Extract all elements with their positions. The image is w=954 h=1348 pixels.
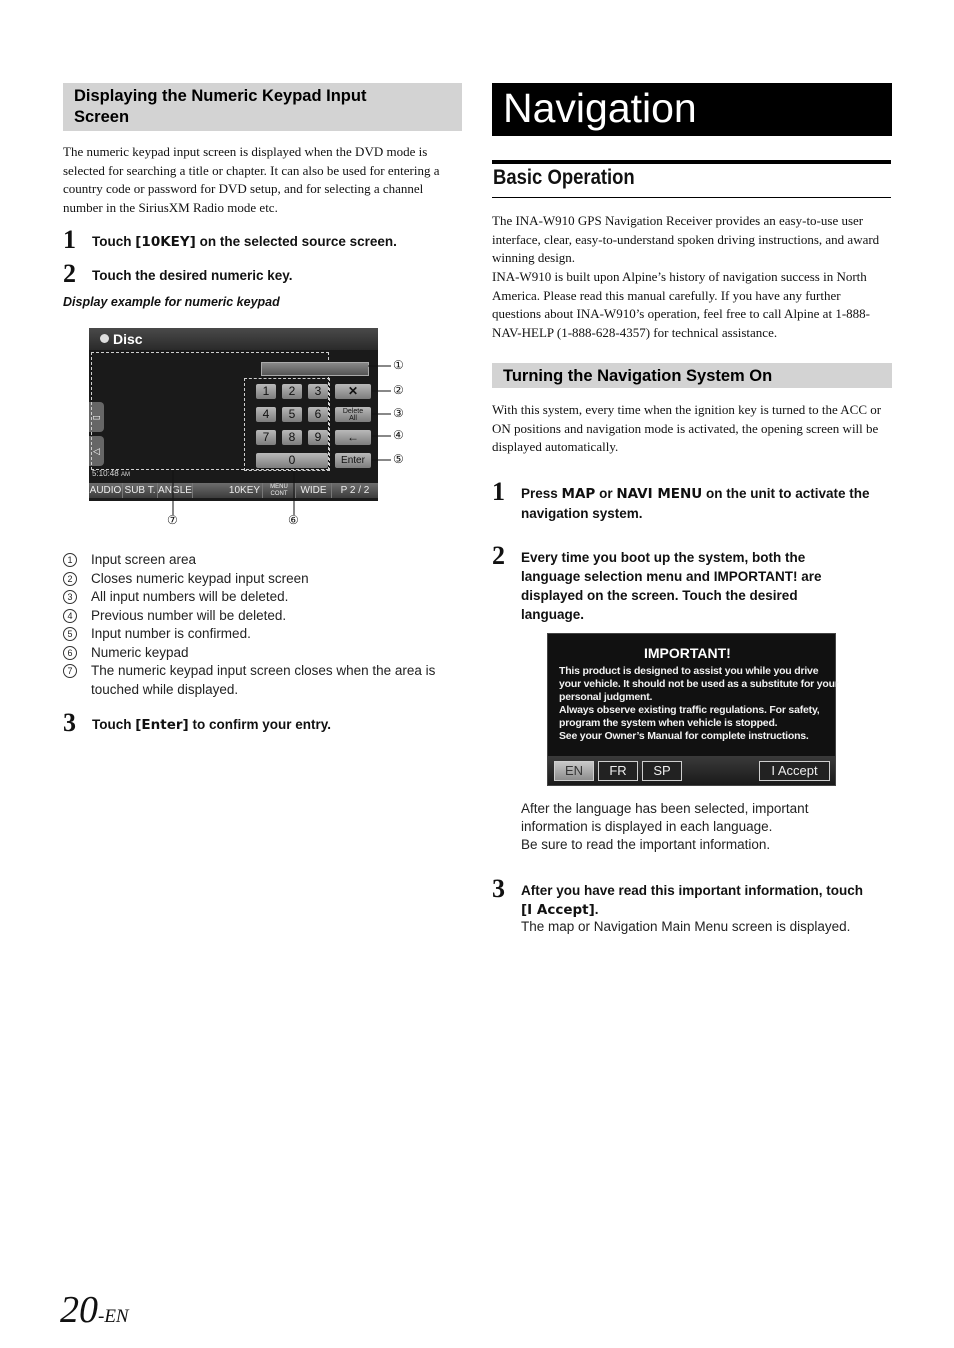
keypad-intro-paragraph: The numeric keypad input screen is displayed when the DVD mode is selected for searching a title or chapter. It can also be used for entering a country code or password for DVD setup, and for selecting a channel number in the SiriusXM Radio mode etc. xyxy=(63,144,440,215)
tab-audio[interactable]: AUDIO xyxy=(89,485,122,496)
step-1-pre: Touch xyxy=(92,234,136,249)
after-language-note: After the language has been selected, important information is displayed in each language. Be sure to read the important information. xyxy=(521,801,809,852)
section-heading-line-2: Screen xyxy=(74,108,130,126)
callout-4: ④ xyxy=(393,428,404,442)
basic-operation-underline xyxy=(492,197,891,198)
language-en-button[interactable]: EN xyxy=(554,761,594,781)
navi-menu-key: NAVI MENU xyxy=(616,486,703,502)
legend-item xyxy=(63,662,462,699)
key-3[interactable]: 3 xyxy=(308,384,328,399)
legend-text: Closes numeric keypad input screen xyxy=(91,570,309,586)
step-3-post: to confirm your entry. xyxy=(188,717,331,732)
nav-step-3-post: . xyxy=(594,902,599,917)
clock-time: 5:10:48 xyxy=(92,469,119,478)
nav-step-1-mid: or xyxy=(595,486,617,501)
nav-step-3-pre: After you have read this important information, touch xyxy=(521,883,864,898)
figure-caption: Display example for numeric keypad xyxy=(63,295,280,309)
nav-step-3-number: 3 xyxy=(492,874,505,903)
legend-text: Previous number will be deleted. xyxy=(91,607,287,623)
legend-item xyxy=(63,588,462,607)
callout-6: ⑥ xyxy=(288,513,299,527)
legend-number: 2 xyxy=(63,572,77,586)
key-1[interactable]: 1 xyxy=(256,384,276,399)
step-2-text: Touch the desired numeric key. xyxy=(92,268,293,283)
tab-menu-cont[interactable]: MENU CONT xyxy=(263,483,296,498)
page-number xyxy=(60,1288,129,1332)
legend-text: The numeric keypad input screen closes when the area is touched while displayed. xyxy=(91,663,436,697)
key-2[interactable]: 2 xyxy=(282,384,302,399)
legend-number: 4 xyxy=(63,609,77,623)
key-7[interactable]: 7 xyxy=(256,430,276,445)
legend-list xyxy=(63,551,462,699)
legend-number: 5 xyxy=(63,627,77,641)
back-arrow-icon: ← xyxy=(347,430,359,444)
i-accept-button[interactable]: I Accept xyxy=(759,761,830,781)
key-0[interactable]: 0 xyxy=(256,453,328,468)
step-1-post: on the selected source screen. xyxy=(195,234,397,249)
step-1-number: 1 xyxy=(63,225,76,254)
enter-button[interactable]: Enter xyxy=(335,453,371,468)
page-number-value: 20 xyxy=(60,1289,98,1331)
legend-number: 7 xyxy=(63,664,77,678)
step-3-number: 3 xyxy=(63,708,76,737)
chapter-title: Navigation xyxy=(503,85,697,131)
chapter-title-bar xyxy=(492,83,892,136)
volume-icon[interactable]: ◁ xyxy=(89,436,104,466)
key-6[interactable]: 6 xyxy=(308,407,328,422)
callout-7: ⑦ xyxy=(167,513,178,527)
callout-1: ① xyxy=(393,358,404,372)
tab-wide[interactable]: WIDE xyxy=(296,483,332,498)
legend-item xyxy=(63,551,462,570)
turning-on-paragraph: With this system, every time when the ignition key is turned to the ACC or ON positions and navigation mode is activated, the opening screen will be displayed automatically. xyxy=(492,402,882,454)
legend-item xyxy=(63,607,462,626)
callout-3: ③ xyxy=(393,406,404,420)
key-8[interactable]: 8 xyxy=(282,430,302,445)
delete-all-line-1: Delete xyxy=(342,408,364,415)
close-icon: ✕ xyxy=(347,384,359,398)
tab-subtitle[interactable]: SUB T. xyxy=(123,483,158,498)
language-fr-button[interactable]: FR xyxy=(598,761,638,781)
key-5[interactable]: 5 xyxy=(282,407,302,422)
turning-on-heading: Turning the Navigation System On xyxy=(492,363,892,388)
nav-step-3-note: The map or Navigation Main Menu screen is displayed. xyxy=(521,919,851,934)
legend-item xyxy=(63,570,462,589)
legend-number: 3 xyxy=(63,590,77,604)
screen-mode-icon[interactable]: ▭ xyxy=(89,402,104,432)
nav-step-1-post: on the unit to activate the navigation system. xyxy=(521,486,870,521)
legend-number: 6 xyxy=(63,646,77,660)
source-label: Disc xyxy=(113,331,143,347)
important-title: IMPORTANT! xyxy=(644,645,731,661)
section-heading-line-1: Displaying the Numeric Keypad Input xyxy=(74,87,367,105)
nav-step-1-number: 1 xyxy=(492,477,505,506)
i-accept-key: [I Accept] xyxy=(521,902,595,918)
nav-step-3-text xyxy=(521,881,866,920)
page-number-suffix: -EN xyxy=(98,1306,129,1327)
clock-ampm: AM xyxy=(120,472,130,478)
callout-2: ② xyxy=(393,383,404,397)
legend-text: Input number is confirmed. xyxy=(91,626,251,641)
nav-step-2-text: Every time you boot up the system, both the language selection menu and IMPORTANT! are displayed on the screen. Touch the desired language. xyxy=(521,550,822,622)
basic-operation-paragraph-2: INA-W910 is built upon Alpine’s history of navigation success in North America. Please read this manual carefully. If you have any further questions about INA-W910’s operation, feel free to call Alpine at 1-888-NAV-HELP (1-888-628-4357) for technical assistance. xyxy=(492,269,870,340)
legend-item xyxy=(63,625,462,644)
step-1-text xyxy=(92,232,462,252)
important-screen xyxy=(547,633,839,786)
legend-item xyxy=(63,644,462,663)
nav-step-1-text xyxy=(521,484,891,523)
nav-step-2-number: 2 xyxy=(492,541,505,570)
language-sp-button[interactable]: SP xyxy=(642,761,682,781)
callout-lines xyxy=(89,328,399,528)
basic-operation-heading-rule xyxy=(492,160,891,164)
delete-all-line-2: All xyxy=(349,415,357,422)
tab-10key[interactable]: 10KEY xyxy=(227,483,263,498)
basic-operation-heading: Basic Operation xyxy=(493,166,635,189)
legend-text: All input numbers will be deleted. xyxy=(91,589,289,604)
tab-page[interactable]: P 2 / 2 xyxy=(340,485,370,496)
step-3-key: [Enter] xyxy=(135,717,189,733)
step-3-pre: Touch xyxy=(92,717,136,732)
important-body: This product is designed to assist you while you drive your vehicle. It should not be used as a substitute for your personal judgment. Always observe existing traffic regulations. For safety, program the system when vehicle is stopped. See your Owner’s Manual for complete instructions. xyxy=(559,665,839,742)
legend-text: Input screen area xyxy=(91,552,197,567)
key-4[interactable]: 4 xyxy=(256,407,276,422)
tab-angle[interactable]: ANGLE xyxy=(158,485,192,496)
nav-step-1-pre: Press xyxy=(521,486,562,501)
step-1-key: [10KEY] xyxy=(135,234,196,250)
step-3-text xyxy=(92,715,462,735)
legend-number: 1 xyxy=(63,553,77,567)
callout-5: ⑤ xyxy=(393,452,404,466)
legend-text: Numeric keypad xyxy=(91,644,189,660)
step-2-number: 2 xyxy=(63,259,76,288)
section-heading-numeric-keypad xyxy=(63,83,462,131)
map-key: MAP xyxy=(561,486,596,502)
basic-operation-paragraph-1: The INA-W910 GPS Navigation Receiver provides an easy-to-use user interface, clear, easy-to-understand spoken driving instructions, and award winning design. xyxy=(492,213,880,265)
key-9[interactable]: 9 xyxy=(308,430,328,445)
